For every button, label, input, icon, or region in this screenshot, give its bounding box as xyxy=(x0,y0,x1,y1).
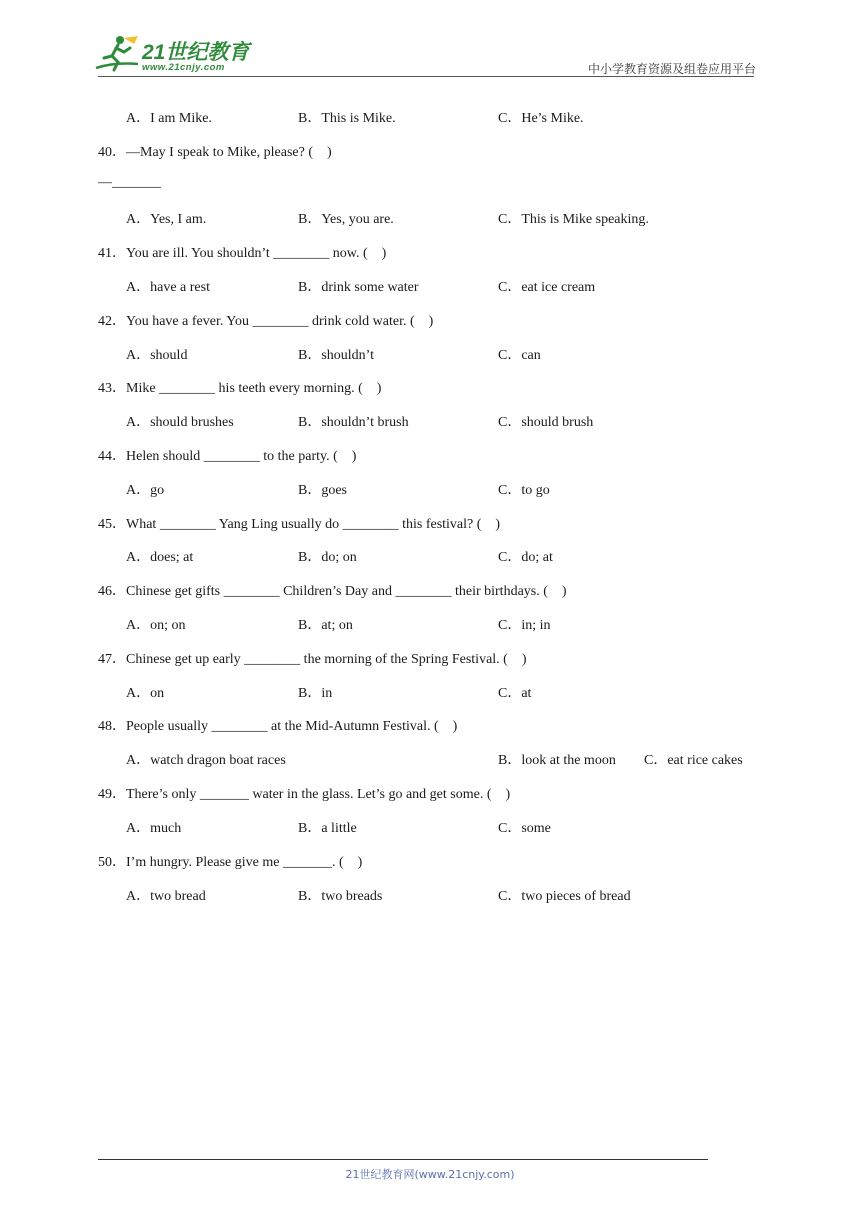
option-c: C．He’s Mike. xyxy=(498,111,584,126)
option-a: A．on xyxy=(126,686,165,701)
option-b: B．in xyxy=(298,686,333,701)
question-43 xyxy=(98,377,381,397)
question-stem: Helen should ________ to the party. ( ) xyxy=(126,449,357,464)
question-48 xyxy=(98,715,457,735)
option-c: C．two pieces of bread xyxy=(498,889,631,904)
question-number: 40． xyxy=(98,145,126,160)
footer-link[interactable]: 21世纪教育网(www.21cnjy.com) xyxy=(345,1168,515,1181)
question-42 xyxy=(98,310,433,330)
question-stem: People usually ________ at the Mid-Autumn Festival. ( ) xyxy=(126,719,458,734)
option-b: B．at; on xyxy=(298,618,353,633)
question-40 xyxy=(98,141,332,161)
option-a: A．should brushes xyxy=(126,415,234,430)
question-stem: You are ill. You shouldn’t ________ now. ( ) xyxy=(126,246,387,261)
page-header xyxy=(0,0,860,80)
option-b: B．shouldn’t xyxy=(298,348,374,363)
question-number: 43． xyxy=(98,381,126,396)
header-divider xyxy=(98,76,754,77)
option-a: A．does; at xyxy=(126,550,194,565)
question-stem: Mike ________ his teeth every morning. ( ) xyxy=(126,381,382,396)
option-b: B．look at the moon xyxy=(498,753,616,768)
question-number: 47． xyxy=(98,652,126,667)
option-c: C．at xyxy=(498,686,532,701)
option-c: C．to go xyxy=(498,483,550,498)
question-number: 44． xyxy=(98,449,126,464)
option-c: C．can xyxy=(498,348,541,363)
question-46 xyxy=(98,580,567,600)
question-stem: I’m hungry. Please give me _______. ( ) xyxy=(126,855,363,870)
question-number: 48． xyxy=(98,719,126,734)
logo-title: 21世纪教育 xyxy=(142,41,250,64)
question-40-reply: —_______ xyxy=(98,175,161,190)
option-c: C．some xyxy=(498,821,551,836)
question-stem: —May I speak to Mike, please? ( ) xyxy=(126,145,332,160)
question-41 xyxy=(98,242,386,262)
header-slogan: 中小学教育资源及组卷应用平台 xyxy=(587,62,756,76)
option-b: B．shouldn’t brush xyxy=(298,415,409,430)
option-c: C．in; in xyxy=(498,618,551,633)
question-number: 45． xyxy=(98,517,126,532)
option-a: A．two bread xyxy=(126,889,206,904)
option-a: A．Yes, I am. xyxy=(126,212,207,227)
question-number: 41． xyxy=(98,246,126,261)
option-a: A．watch dragon boat races xyxy=(126,753,286,768)
option-b: B．two breads xyxy=(298,889,383,904)
option-a: A．much xyxy=(126,821,182,836)
runner-logo-icon xyxy=(94,34,142,76)
site-logo[interactable] xyxy=(94,34,264,76)
option-b: B．a little xyxy=(298,821,357,836)
logo-url: www.21cnjy.com xyxy=(142,62,225,73)
question-45 xyxy=(98,513,500,533)
question-stem: You have a fever. You ________ drink cold water. ( ) xyxy=(126,314,434,329)
question-stem: Chinese get up early ________ the morning of the Spring Festival. ( ) xyxy=(126,652,527,667)
footer-divider xyxy=(98,1159,708,1160)
option-a: A．go xyxy=(126,483,165,498)
question-number: 49． xyxy=(98,787,126,802)
option-a: A．on; on xyxy=(126,618,186,633)
option-b: B．drink some water xyxy=(298,280,419,295)
option-a: A．I am Mike. xyxy=(126,111,212,126)
option-c: C．do; at xyxy=(498,550,553,565)
option-a: A．have a rest xyxy=(126,280,210,295)
option-b: B．do; on xyxy=(298,550,357,565)
option-c: C．eat rice cakes xyxy=(644,753,743,768)
option-a: A．should xyxy=(126,348,188,363)
option-b: B．Yes, you are. xyxy=(298,212,394,227)
question-44 xyxy=(98,445,356,465)
question-number: 46． xyxy=(98,584,126,599)
question-49 xyxy=(98,783,510,803)
question-47 xyxy=(98,648,527,668)
option-b: B．This is Mike. xyxy=(298,111,396,126)
option-c: C．This is Mike speaking. xyxy=(498,212,649,227)
question-50 xyxy=(98,851,362,871)
question-stem: What ________ Yang Ling usually do ________ this festival? ( ) xyxy=(126,517,501,532)
question-number: 50． xyxy=(98,855,126,870)
option-c: C．eat ice cream xyxy=(498,280,596,295)
question-number: 42． xyxy=(98,314,126,329)
question-stem: Chinese get gifts ________ Children’s Day and ________ their birthdays. ( ) xyxy=(126,584,567,599)
option-b: B．goes xyxy=(298,483,347,498)
option-c: C．should brush xyxy=(498,415,594,430)
question-stem: There’s only _______ water in the glass. Let’s go and get some. ( ) xyxy=(126,787,511,802)
